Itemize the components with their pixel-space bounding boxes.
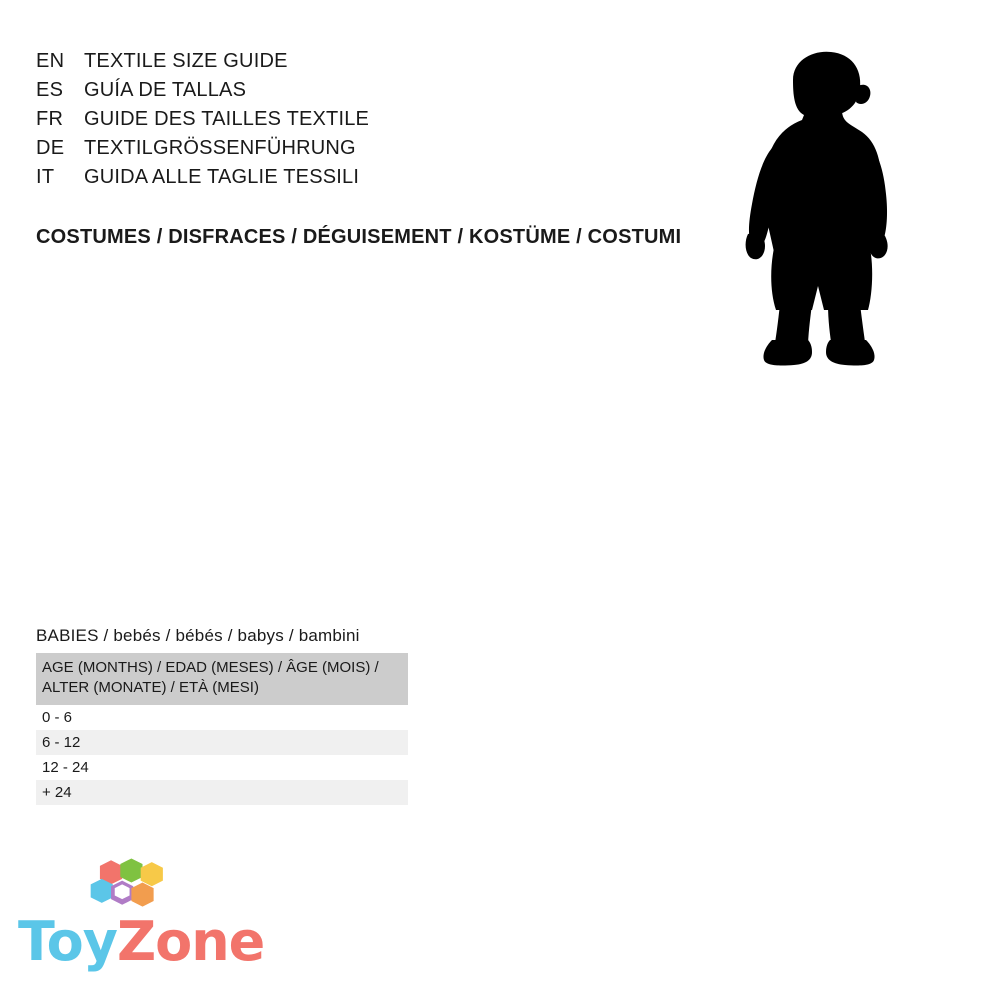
toyzone-logo <box>18 862 288 977</box>
table-row <box>36 730 408 755</box>
language-code: DE <box>36 137 65 159</box>
logo-text-zone: Zone <box>116 910 265 973</box>
costumes-heading: COSTUMES / DISFRACES / DÉGUISEMENT / KOSTÜME / COSTUMI <box>36 226 682 248</box>
toyzone-logo-text <box>18 910 264 973</box>
language-code: FR <box>36 108 64 130</box>
table-cell-age: 12 - 24 <box>36 755 408 780</box>
size-table-title: BABIES / bebés / bébés / babys / bambini <box>36 626 360 645</box>
table-cell-age: + 24 <box>36 780 408 805</box>
table-row <box>36 705 408 730</box>
logo-text-toy: Toy <box>18 910 117 973</box>
table-row <box>36 780 408 805</box>
table-header-row <box>36 653 408 705</box>
table-header-age: AGE (MONTHS) / EDAD (MESES) / ÂGE (MOIS) / ALTER (MONATE) / ETÀ (MESI) <box>36 653 408 705</box>
language-row-en <box>36 50 369 79</box>
language-code: IT <box>36 166 55 188</box>
language-row-es <box>36 79 369 108</box>
table-cell-age: 6 - 12 <box>36 730 408 755</box>
language-row-it <box>36 166 369 195</box>
language-label: GUÍA DE TALLAS <box>84 79 247 101</box>
language-label: TEXTILGRÖSSENFÜHRUNG <box>84 137 356 159</box>
language-code: EN <box>36 50 65 72</box>
language-row-de <box>36 137 369 166</box>
language-row-fr <box>36 108 369 137</box>
language-code: ES <box>36 79 64 101</box>
language-list <box>36 50 369 195</box>
toddler-silhouette-icon <box>718 48 918 368</box>
size-table <box>36 653 408 805</box>
table-row <box>36 755 408 780</box>
table-cell-age: 0 - 6 <box>36 705 408 730</box>
language-label: GUIDA ALLE TAGLIE TESSILI <box>84 166 360 188</box>
size-table-section <box>36 626 408 805</box>
language-label: GUIDE DES TAILLES TEXTILE <box>84 108 370 130</box>
language-label: TEXTILE SIZE GUIDE <box>84 50 288 72</box>
